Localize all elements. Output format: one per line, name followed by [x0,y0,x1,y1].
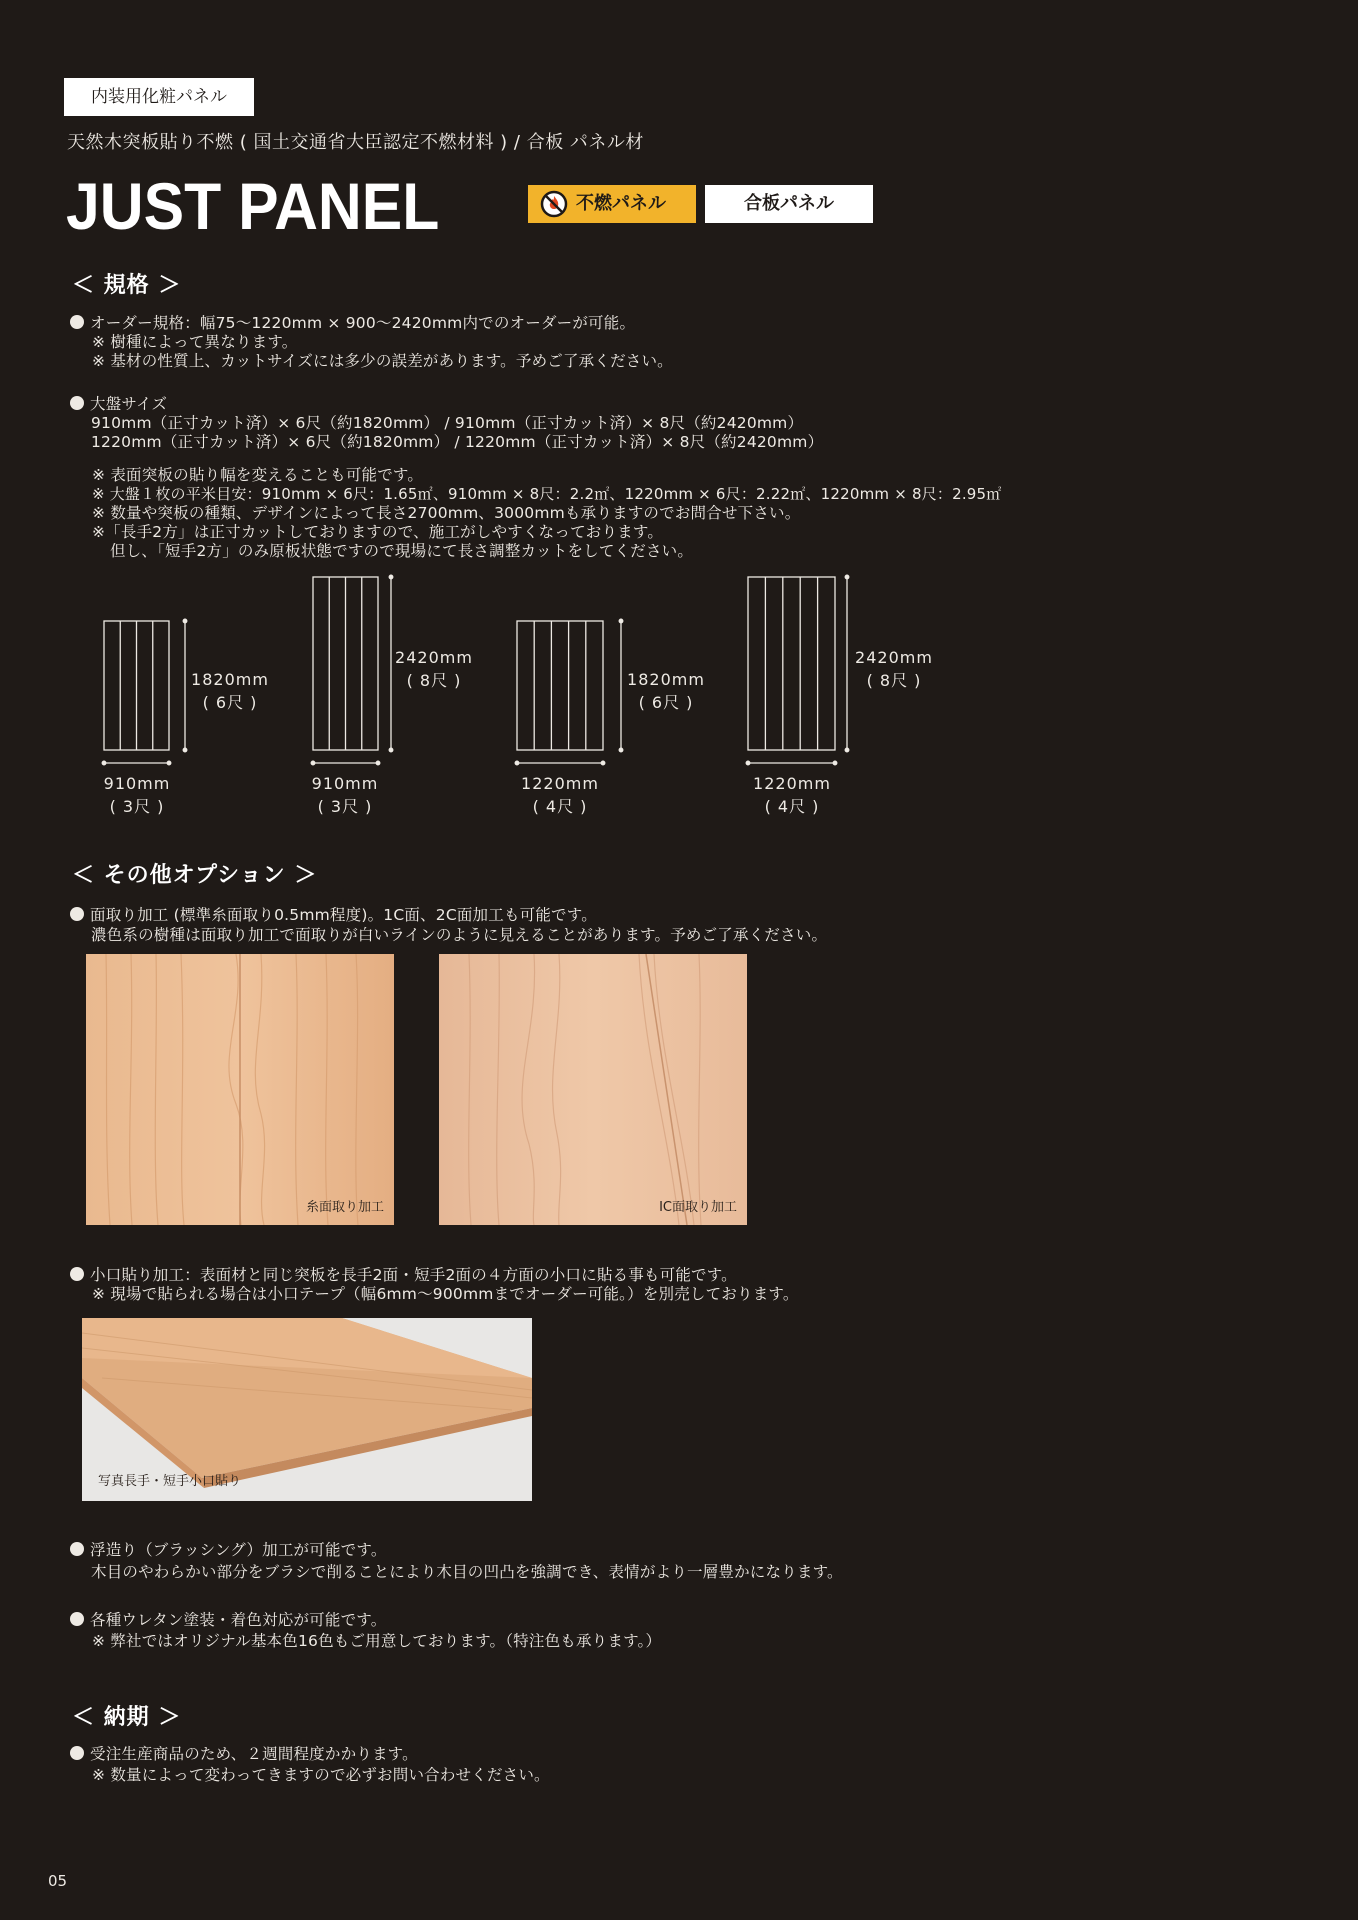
bullet-icon [70,1612,84,1626]
bullet-icon [70,1267,84,1281]
panel2-height-label: 2420mm ( 8尺 ) [395,648,473,690]
spec-line-order: オーダー規格：幅75～1220mm × 900～2420mm内でのオーダーが可能。 [70,314,635,333]
edge-banding-photo [82,1318,532,1501]
photo-caption: 写真長手・短手小口貼り [98,1474,242,1489]
board-size-1220: 1220mm（正寸カット済）× 6尺（約1820mm） / 1220mm（正寸カット済）× 8尺（約2420mm） [91,433,824,451]
photo-caption: IC面取り加工 [659,1200,737,1215]
edge-banding-note: ※ 現場で貼られる場合は小口テープ（幅6mm～900mmまでオーダー可能。）を別売しております。 [92,1285,799,1303]
wood-grain-image [439,954,747,1225]
panel4-height-label: 2420mm ( 8尺 ) [855,648,933,690]
board-size-910: 910mm（正寸カット済）× 6尺（約1820mm） / 910mm（正寸カット済）× 8尺（約2420mm） [91,414,804,432]
coating-line: 各種ウレタン塗装・着色対応が可能です。 [70,1611,386,1630]
panel3-width-label: 1220mm ( 4尺 ) [521,774,599,816]
spec-line-board-size: 大盤サイズ [70,395,167,414]
coating-note: ※ 弊社ではオリジナル基本色16色もご用意しております。（特注色も承ります。） [92,1632,662,1650]
product-subtitle: 天然木突板貼り不燃 ( 国土交通省大臣認定不燃材料 ) / 合板 パネル材 [67,132,644,153]
delivery-note: ※ 数量によって変わってきますので必ずお問い合わせください。 [92,1766,550,1784]
spec-heading: ＜ 規格 ＞ [72,273,182,298]
panel-1220x1820 [515,619,623,765]
wood-grain-image [86,954,394,1225]
spec-note-tolerance: ※ 基材の性質上、カットサイズには多少の誤差があります。予めご了承ください。 [92,352,673,370]
spec-note-short-side: 但し、「短手2方」のみ原板状態ですので現場にて長さ調整カットをしてください。 [110,542,694,560]
spec-note-width: ※ 表面突板の貼り幅を変えることも可能です。 [92,466,424,484]
panel4-width-label: 1220mm ( 4尺 ) [753,774,831,816]
spec-note-long-side: ※「長手2方」は正寸カットしておりますので、施工がしやすくなっております。 [92,523,664,541]
brushing-note: 木目のやわらかい部分をブラシで削ることにより木目の凹凸を強調でき、表情がより一層豊かになります。 [91,1563,843,1581]
panel2-width-label: 910mm ( 3尺 ) [311,774,379,816]
bullet-icon [70,1542,84,1556]
category-tag: 内装用化粧パネル [64,78,254,116]
spec-note-species: ※ 樹種によって異なります。 [92,333,298,351]
panel-910x1820 [102,619,187,765]
delivery-heading: ＜ 納期 ＞ [72,1705,182,1730]
delivery-line: 受注生産商品のため、２週間程度かかります。 [70,1745,418,1764]
chamfer-line: 面取り加工 (標準糸面取り0.5mm程度)。1C面、2C面加工も可能です。 [70,906,597,925]
chamfer-note: 濃色系の樹種は面取り加工で面取りが白いラインのように見えることがあります。予めご了承ください。 [91,926,828,944]
edge-banding-line: 小口貼り加工：表面材と同じ突板を長手2面・短手2面の４方面の小口に貼る事も可能です。 [70,1266,737,1285]
panel-size-diagrams [0,0,1358,860]
chamfer-photo-thread [86,954,394,1225]
panel-910x2420 [311,575,393,765]
chamfer-photo-ic [439,954,747,1225]
page-number: 05 [48,1872,68,1890]
panel1-width-label: 910mm ( 3尺 ) [103,774,171,816]
plywood-badge: 合板パネル [705,185,873,223]
spec-note-area: ※ 大盤１枚の平米目安：910mm × 6尺：1.65㎡、910mm × 8尺：2.2㎡、1220mm × 6尺：2.22㎡、1220mm × 8尺：2.95㎡ [92,485,1002,503]
photo-caption: 糸面取り加工 [305,1200,384,1215]
panel1-height-label: 1820mm ( 6尺 ) [191,670,269,712]
panel-1220x2420 [746,575,849,765]
panel3-height-label: 1820mm ( 6尺 ) [627,670,705,712]
bullet-icon [70,907,84,921]
brushing-line: 浮造り（ブラッシング）加工が可能です。 [70,1541,387,1560]
product-title: JUST PANEL [66,169,440,243]
options-heading: ＜ その他オプション ＞ [72,863,318,888]
bullet-icon [70,1746,84,1760]
nonflammable-badge-label: 不燃パネル [576,193,666,214]
spec-note-length: ※ 数量や突板の種類、デザインによって長さ2700mm、3000mmも承りますのでお問合せ下さい。 [92,504,801,522]
